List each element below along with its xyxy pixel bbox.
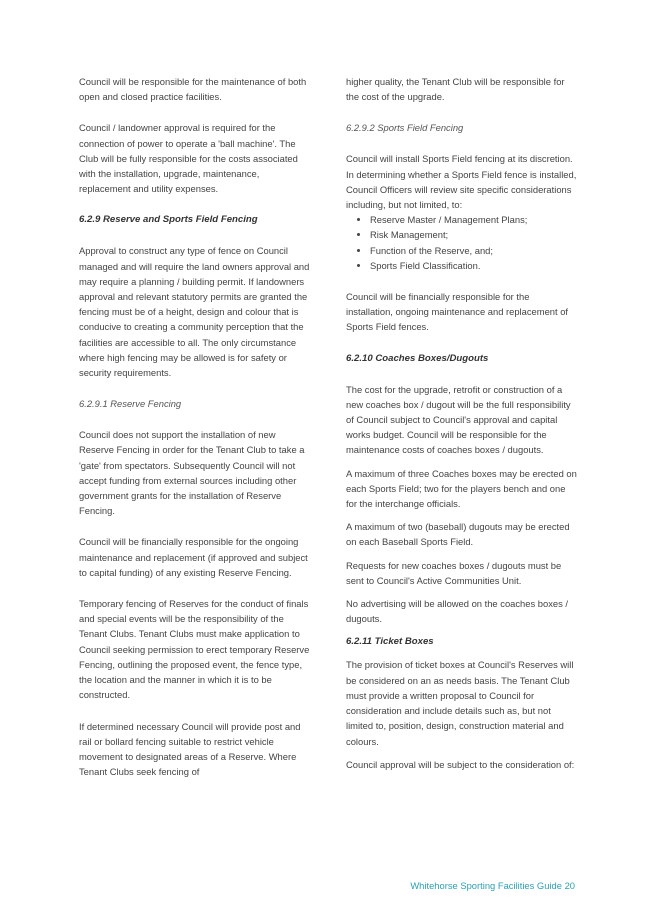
- paragraph: A maximum of two (baseball) dugouts may be erected on each Baseball Sports Field.: [346, 521, 570, 548]
- list-item: • Sports Field Classification.: [370, 258, 578, 273]
- bullet-list: [346, 212, 578, 273]
- paragraph: The provision of ticket boxes at Council's Reserves will be considered on an as needs basis. The Tenant Club must provide a written proposal to Council for consideration and include details such as, but not limited to, position, design, construction material and colours.: [346, 659, 574, 747]
- paragraph: Council / landowner approval is required for the connection of power to operate a 'ball machine'. The Club will be fully responsible for the costs associated with the installation, upgrade, maintenance, replacement and utility expenses.: [79, 122, 298, 195]
- left-column: [79, 74, 311, 779]
- list-item: • Risk Management;: [370, 227, 578, 242]
- paragraph: Council will be financially responsible for the installation, ongoing maintenance and replacement of Sports Field fences.: [346, 291, 569, 333]
- paragraph: Council approval will be subject to the consideration of:: [346, 758, 575, 770]
- paragraph: Council will be responsible for the maintenance of both open and closed practice facilities.: [79, 76, 307, 103]
- right-column: [346, 74, 578, 772]
- paragraph: If determined necessary Council will provide post and rail or bollard fencing suitable to restrict vehicle movement to designated areas of a Reserve. Where Tenant Clubs seek fencing of: [79, 720, 301, 778]
- paragraph: A maximum of three Coaches boxes may be erected on each Sports Field; two for the players bench and one for the interchange officials.: [346, 467, 577, 510]
- section-heading-6-2-9: 6.2.9 Reserve and Sports Field Fencing: [79, 214, 258, 226]
- paragraph: Council will install Sports Field fencing at its discretion. In determining whether a Sports Field fence is installed, Council Officers will review site specific considerations including, but not limited, to:: [346, 153, 577, 211]
- paragraph: Requests for new coaches boxes / dugouts must be sent to Council's Active Communities Unit.: [346, 559, 562, 586]
- paragraph: Council does not support the installation of new Reserve Fencing in order for the Tenant Club to take a 'gate' from spectators. Subsequently Council will not accept funding from external sources including other government grants for the installation of Reserve Fencing.: [79, 429, 305, 517]
- section-heading-6-2-11: 6.2.11 Ticket Boxes: [346, 636, 434, 648]
- section-heading-6-2-10: 6.2.10 Coaches Boxes/Dugouts: [346, 352, 489, 364]
- subsection-heading-6-2-9-2: 6.2.9.2 Sports Field Fencing: [346, 122, 464, 134]
- page-footer: [410, 880, 575, 891]
- paragraph: Council will be financially responsible for the ongoing maintenance and replacement (if approved and subject to capital funding) of any existing Reserve Fencing.: [79, 536, 308, 578]
- list-item: • Function of the Reserve, and;: [370, 243, 578, 258]
- footer-title: Whitehorse Sporting Facilities Guide: [410, 880, 562, 891]
- subsection-heading-6-2-9-1: 6.2.9.1 Reserve Fencing: [79, 398, 182, 410]
- paragraph: Temporary fencing of Reserves for the conduct of finals and special events will be the responsibility of the Tenant Clubs. Tenant Clubs must make application to Council seeking permission to erect temporary Reserve Fencing, outlining the proposed event, the fence type, the location and the manner in which it is to be constructed.: [79, 598, 310, 701]
- page-number: 20: [564, 880, 575, 891]
- paragraph: higher quality, the Tenant Club will be responsible for the cost of the upgrade.: [346, 76, 565, 103]
- paragraph: The cost for the upgrade, retrofit or construction of a new coaches box / dugout will be the full responsibility of Council subject to Council's approval and capital works budget. Council will be responsible for the maintenance costs of coaches boxes / dugouts.: [346, 383, 571, 456]
- paragraph: No advertising will be allowed on the coaches boxes / dugouts.: [346, 598, 569, 625]
- paragraph: Approval to construct any type of fence on Council managed and will require the land owners approval and may require a planning / building permit. If landowners approval and relevant statutory permits are granted the fencing must be of a height, design and colour that is conducive to creating a community perception that the facilities are accessible to all. The only circumstance where high fencing may be allowed is for safety or security requirements.: [79, 245, 310, 379]
- list-item: • Reserve Master / Management Plans;: [370, 212, 578, 227]
